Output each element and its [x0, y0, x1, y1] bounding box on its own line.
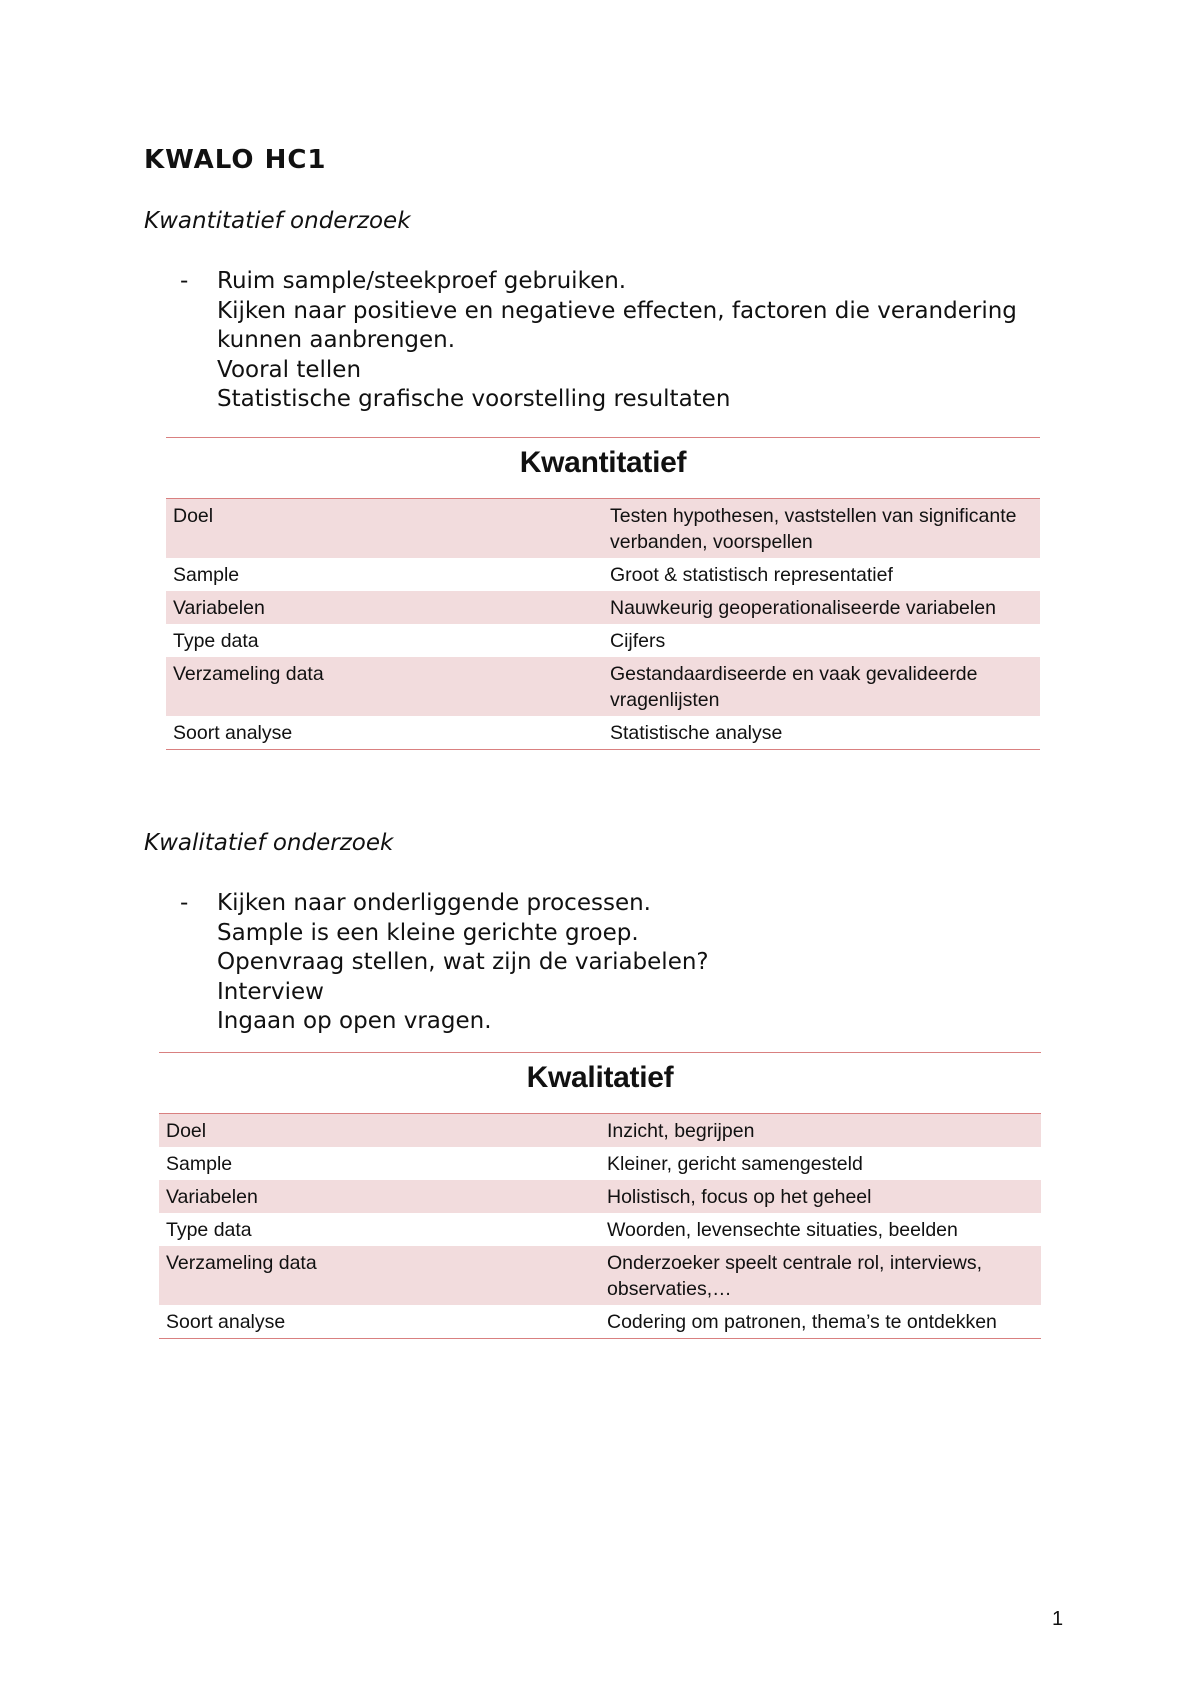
row-value: Cijfers [610, 630, 666, 652]
quantitative-bullet-list [180, 267, 1040, 415]
table-row [166, 499, 1040, 558]
section-heading-quantitative: Kwantitatief onderzoek [144, 208, 411, 234]
bullet-text: Interview [217, 978, 324, 1005]
page-title: KWALO HC1 [144, 145, 327, 175]
table-row [159, 1213, 1041, 1246]
row-value: Codering om patronen, thema’s te ontdekken [600, 1305, 1041, 1339]
table-row [166, 591, 1040, 624]
page-number: 1 [1052, 1608, 1064, 1630]
row-value: Gestandaardiseerde en vaak gevalideerde vragenlijsten [603, 657, 1040, 716]
table-row [166, 558, 1040, 591]
data-table [159, 1114, 1041, 1339]
table-row [166, 716, 1040, 750]
row-value: Woorden, levensechte situaties, beelden [607, 1219, 958, 1241]
row-key: Type data [166, 1219, 252, 1241]
quantitative-table [166, 437, 1040, 750]
bullet-text: Kijken naar onderliggende processen. [217, 890, 651, 916]
row-value: Statistische analyse [603, 716, 1040, 750]
row-key: Soort analyse [166, 716, 603, 750]
row-key: Sample [166, 1153, 233, 1175]
row-key: Variabelen [166, 591, 603, 624]
qualitative-bullet-list [180, 889, 1040, 1037]
row-value: Onderzoeker speelt centrale rol, interviews, observaties,… [600, 1246, 1041, 1305]
row-value: Nauwkeurig geoperationaliseerde variabelen [603, 591, 1040, 624]
row-value: Groot & statistisch representatief [610, 564, 893, 586]
table-row [159, 1114, 1041, 1147]
bullet-text: Ruim sample/steekproef gebruiken. [217, 268, 627, 294]
row-value: Kleiner, gericht samengesteld [607, 1153, 863, 1175]
table-row [159, 1180, 1041, 1213]
row-key: Type data [173, 630, 259, 652]
table-row [159, 1147, 1041, 1180]
table-row [159, 1305, 1041, 1339]
bullet-text: Statistische grafische voorstelling resultaten [217, 386, 731, 412]
bullet-dash: - [180, 268, 189, 294]
row-key: Doel [166, 499, 603, 558]
table-row [166, 624, 1040, 657]
row-key: Doel [159, 1114, 600, 1147]
row-value: Inzicht, begrijpen [600, 1114, 1041, 1147]
table-row [166, 657, 1040, 716]
data-table [166, 499, 1040, 750]
row-value: Testen hypothesen, vaststellen van significante verbanden, voorspellen [603, 499, 1040, 558]
row-value: Holistisch, focus op het geheel [600, 1180, 1041, 1213]
qualitative-table [159, 1052, 1041, 1339]
bullet-text: Ingaan op open vragen. [217, 1008, 492, 1034]
table-caption: Kwalitatief [159, 1052, 1041, 1114]
table-row [159, 1246, 1041, 1305]
list-item [180, 267, 1040, 415]
section-heading-qualitative: Kwalitatief onderzoek [144, 830, 394, 856]
bullet-text: Vooral tellen [217, 356, 362, 383]
bullet-text: Sample is een kleine gerichte groep. [217, 919, 639, 946]
table-caption: Kwantitatief [166, 437, 1040, 499]
row-key: Verzameling data [159, 1246, 600, 1305]
bullet-text: Openvraag stellen, wat zijn de variabelen? [217, 949, 709, 975]
row-key: Variabelen [159, 1180, 600, 1213]
row-key: Soort analyse [159, 1305, 600, 1339]
bullet-text: Kijken naar positieve en negatieve effecten, factoren die verandering kunnen aanbrengen. [217, 297, 1017, 353]
list-item [180, 889, 1040, 1037]
bullet-dash: - [180, 890, 189, 916]
row-key: Verzameling data [166, 657, 603, 716]
row-key: Sample [173, 564, 240, 586]
